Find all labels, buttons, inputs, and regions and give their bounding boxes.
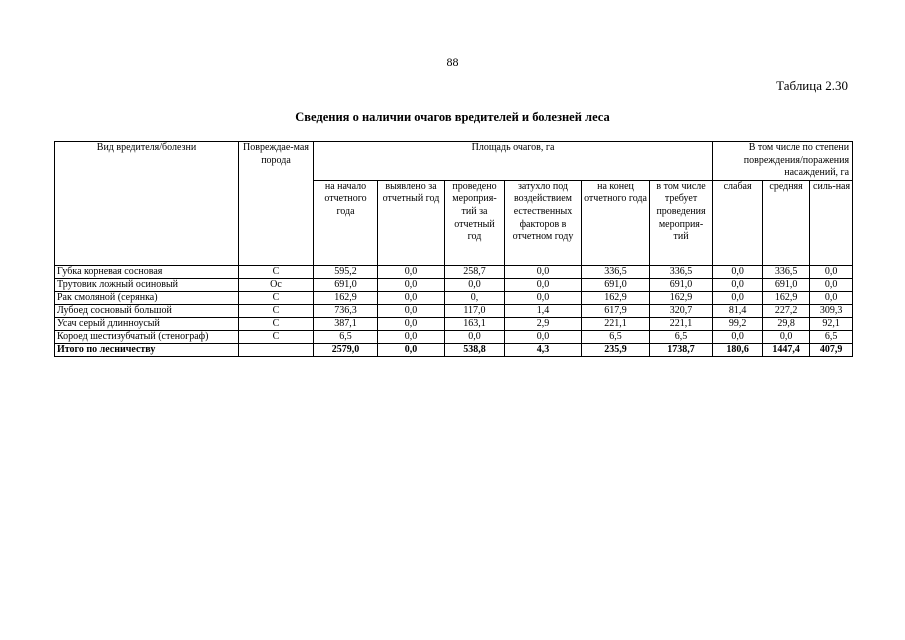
value-cell: 163,1 bbox=[445, 317, 505, 330]
column-header-measures-done: проведено мероприя-тий за отчетный год bbox=[445, 180, 505, 265]
column-header-faded: затухло под воздействием естественных факторов в отчетном году bbox=[505, 180, 582, 265]
total-value-cell: 2579,0 bbox=[314, 343, 378, 356]
value-cell: 736,3 bbox=[314, 304, 378, 317]
column-header-species: Повреждае-мая порода bbox=[239, 142, 314, 266]
column-header-start-year: на начало отчетного года bbox=[314, 180, 378, 265]
column-header-requires-measures: в том числе требует проведения мероприя-тий bbox=[650, 180, 713, 265]
value-cell: 336,5 bbox=[582, 265, 650, 278]
table-total-row bbox=[55, 343, 853, 356]
document-title: Сведения о наличии очагов вредителей и болезней леса bbox=[295, 110, 610, 124]
column-group-damage: В том числе по степени повреждения/поражения насаждений, га bbox=[713, 142, 853, 181]
total-value-cell: 180,6 bbox=[713, 343, 763, 356]
total-label: Итого по лесничеству bbox=[55, 343, 239, 356]
value-cell: 258,7 bbox=[445, 265, 505, 278]
column-group-area: Площадь очагов, га bbox=[314, 142, 713, 181]
column-header-name: Вид вредителя/болезни bbox=[55, 142, 239, 266]
value-cell: 0,0 bbox=[378, 304, 445, 317]
pest-name: Рак смоляной (серянка) bbox=[55, 291, 239, 304]
value-cell: 6,5 bbox=[810, 330, 853, 343]
value-cell: 691,0 bbox=[314, 278, 378, 291]
value-cell: 0,0 bbox=[505, 278, 582, 291]
column-header-strong: силь-ная bbox=[810, 180, 853, 265]
species-cell: С bbox=[239, 291, 314, 304]
value-cell: 29,8 bbox=[763, 317, 810, 330]
value-cell: 0,0 bbox=[505, 330, 582, 343]
value-cell: 595,2 bbox=[314, 265, 378, 278]
header-row-groups bbox=[55, 142, 853, 181]
table-row bbox=[55, 265, 853, 278]
pest-name: Губка корневая сосновая bbox=[55, 265, 239, 278]
value-cell: 99,2 bbox=[713, 317, 763, 330]
total-value-cell: 0,0 bbox=[378, 343, 445, 356]
value-cell: 92,1 bbox=[810, 317, 853, 330]
value-cell: 691,0 bbox=[582, 278, 650, 291]
value-cell: 0,0 bbox=[445, 278, 505, 291]
pest-name: Короед шестизубчатый (стенограф) bbox=[55, 330, 239, 343]
column-header-detected: выявлено за отчетный год bbox=[378, 180, 445, 265]
value-cell: 336,5 bbox=[763, 265, 810, 278]
table-row bbox=[55, 330, 853, 343]
pest-foci-table bbox=[54, 141, 853, 357]
value-cell: 227,2 bbox=[763, 304, 810, 317]
species-cell: С bbox=[239, 265, 314, 278]
value-cell: 6,5 bbox=[582, 330, 650, 343]
value-cell: 6,5 bbox=[650, 330, 713, 343]
total-value-cell: 235,9 bbox=[582, 343, 650, 356]
table-row bbox=[55, 304, 853, 317]
value-cell: 691,0 bbox=[763, 278, 810, 291]
value-cell: 0,0 bbox=[810, 291, 853, 304]
value-cell: 691,0 bbox=[650, 278, 713, 291]
value-cell: 0,0 bbox=[378, 265, 445, 278]
total-value-cell: 4,3 bbox=[505, 343, 582, 356]
value-cell: 0,0 bbox=[445, 330, 505, 343]
page-number: 88 bbox=[446, 55, 459, 69]
column-header-end-year: на конец отчетного года bbox=[582, 180, 650, 265]
value-cell: 320,7 bbox=[650, 304, 713, 317]
pest-name: Трутовик ложный осиновый bbox=[55, 278, 239, 291]
value-cell: 81,4 bbox=[713, 304, 763, 317]
value-cell: 6,5 bbox=[314, 330, 378, 343]
value-cell: 0,0 bbox=[713, 330, 763, 343]
value-cell: 387,1 bbox=[314, 317, 378, 330]
value-cell: 617,9 bbox=[582, 304, 650, 317]
value-cell: 0,0 bbox=[713, 278, 763, 291]
value-cell: 0,0 bbox=[810, 265, 853, 278]
value-cell: 162,9 bbox=[763, 291, 810, 304]
value-cell: 0,0 bbox=[378, 317, 445, 330]
value-cell: 0,0 bbox=[713, 291, 763, 304]
value-cell: 0,0 bbox=[378, 330, 445, 343]
table-number: Таблица 2.30 bbox=[776, 78, 848, 93]
species-cell: Ос bbox=[239, 278, 314, 291]
total-value-cell: 1738,7 bbox=[650, 343, 713, 356]
value-cell: 162,9 bbox=[650, 291, 713, 304]
value-cell: 221,1 bbox=[650, 317, 713, 330]
value-cell: 1,4 bbox=[505, 304, 582, 317]
species-cell: С bbox=[239, 304, 314, 317]
total-value-cell: 538,8 bbox=[445, 343, 505, 356]
species-cell bbox=[239, 343, 314, 356]
value-cell: 336,5 bbox=[650, 265, 713, 278]
value-cell: 162,9 bbox=[314, 291, 378, 304]
value-cell: 2,9 bbox=[505, 317, 582, 330]
value-cell: 162,9 bbox=[582, 291, 650, 304]
value-cell: 0,0 bbox=[713, 265, 763, 278]
species-cell: С bbox=[239, 317, 314, 330]
total-value-cell: 1447,4 bbox=[763, 343, 810, 356]
table-row bbox=[55, 291, 853, 304]
table-row bbox=[55, 317, 853, 330]
pest-name: Усач серый длинноусый bbox=[55, 317, 239, 330]
total-value-cell: 407,9 bbox=[810, 343, 853, 356]
value-cell: 0,0 bbox=[505, 265, 582, 278]
value-cell: 309,3 bbox=[810, 304, 853, 317]
value-cell: 221,1 bbox=[582, 317, 650, 330]
value-cell: 0,0 bbox=[763, 330, 810, 343]
species-cell: С bbox=[239, 330, 314, 343]
value-cell: 0,0 bbox=[378, 278, 445, 291]
value-cell: 0, bbox=[445, 291, 505, 304]
column-header-medium: средняя bbox=[763, 180, 810, 265]
value-cell: 0,0 bbox=[505, 291, 582, 304]
value-cell: 117,0 bbox=[445, 304, 505, 317]
value-cell: 0,0 bbox=[378, 291, 445, 304]
pest-name: Лубоед сосновый большой bbox=[55, 304, 239, 317]
table-row bbox=[55, 278, 853, 291]
value-cell: 0,0 bbox=[810, 278, 853, 291]
column-header-weak: слабая bbox=[713, 180, 763, 265]
